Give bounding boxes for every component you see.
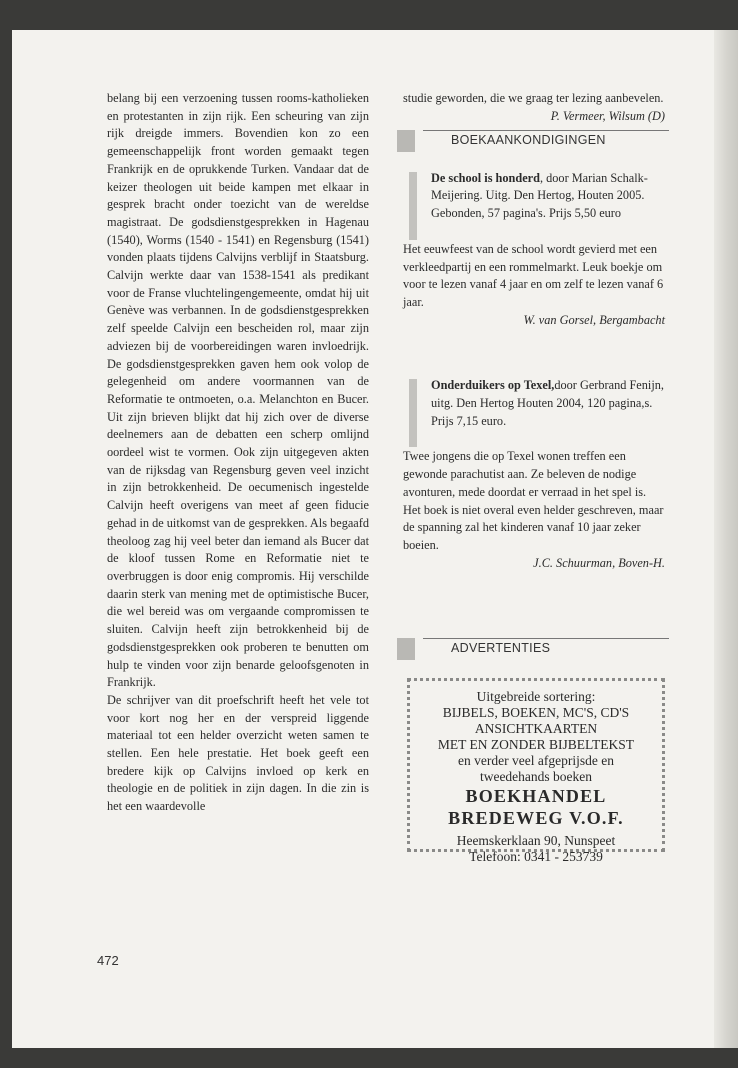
review-closing-paragraph <box>403 90 665 123</box>
section-header-book-announcements <box>403 130 665 152</box>
right-text-column <box>403 90 665 865</box>
ad-line: tweedehands boeken <box>479 769 593 785</box>
book-announcement-2 <box>403 377 665 430</box>
ad-address: Heemskerklaan 90, Nunspeet <box>456 833 616 849</box>
body-paragraph-2: De schrijver van dit proefschrift heeft het vele tot voor kort nog her en der verspreid liggende materiaal tot een helder overzicht weten samen te stellen. Een hele prestatie. Het boek geeft een bredere kijk op Calvijns invloed op kerk en theologie en de politiek in zijn dagen. In die zin is het een waardevolle <box>107 692 369 814</box>
section-header-advertisements <box>403 638 665 660</box>
review-closing-text: studie geworden, die we graag ter lezing aanbevelen. <box>403 91 664 105</box>
body-paragraph-1: belang bij een verzoening tussen rooms-katholieken en protestanten in zijn rijk. Een scheuring van zijn rijk dreigde immers. Bovendien kon zo een gemeenschappelijk front worden gemaakt tegen Frankrijk en de oprukkende Turken. Vandaar dat de keizer theologen uit beide kampen met elkaar in gesprek bracht onder toezicht van de wereldse magistraat. De godsdienstgesprekken in Hagenau (1540), Worms (1540 - 1541) en Regensburg (1541) vonden plaats tijdens Calvijns verblijf in Staatsburg. Calvijn werkte daar van 1538-1541 als predikant voor de Franse vluchtelingengemeente, omdat hij uit Genève was verbannen. In de godsdienstgesprekken zelf speelde Calvijn een bescheiden rol, maar zijn adviezen bij de voorbereidingen waren invloedrijk. De godsdienstgesprekken gaven hem ook volop de gelegenheid om andere voormannen van de Reformatie te ontmoeten, o.a. Melanchton en Bucer. Uit zijn brieven blijkt dat hij zich over de diverse deelnemers aan de debatten een scherp omlijnd oordeel wist te vormen. Ook zijn uitgegeven akten van de rijksdag van Regensburg geven veel inzicht in zijn betrokkenheid. De oecumenisch ingestelde Calvijn heeft overigens van meet af geen fiducie gehad in de uitkomst van de gesprekken. Als begaafd theoloog zag hij veel beter dan iemand als Bucer dat de kloof tussen Rome en Reformatie niet te overbruggen is door enig compromis. Hij verschilde daarin sterk van mening met de optimistische Bucer, die wel bereid was om vergaande compromissen te sluiten. Calvijn heeft zijn betrokkenheid bij de godsdienstgesprekken ook proberen te benutten om hulp te vinden voor zijn benarde geloofsgenoten in Frankrijk. <box>107 91 369 690</box>
book-details: door Gerbrand Fenijn, uitg. Den Hertog Houten 2004, 120 pagina,s. Prijs 7,15 euro. <box>431 378 664 428</box>
section-rule <box>423 130 669 131</box>
section-title: ADVERTENTIES <box>451 641 551 656</box>
section-marker-block <box>397 130 415 152</box>
book-spine-edge <box>714 30 738 1048</box>
section-title: BOEKAANKONDIGINGEN <box>451 132 606 147</box>
ad-line: en verder veel afgeprijsde en <box>458 753 614 769</box>
book-review-1-signature: W. van Gorsel, Bergambacht <box>523 312 665 327</box>
page-number: 472 <box>97 953 119 968</box>
book-review-2: Twee jongens die op Texel wonen treffen een gewonde parachutist aan. Ze beleven de nodige avonturen, mede doordat er verraad in het spel is. Het boek is niet overal even helder geschreven, maar de spanning zal het kinderen vanaf 10 jaar zeker boeien. <box>403 449 664 552</box>
ad-line: MET EN ZONDER BIJBELTEKST <box>437 737 635 753</box>
book-announcement-1 <box>403 170 665 223</box>
book-title: De school is honderd <box>431 170 540 185</box>
book-marker-bar <box>409 172 417 240</box>
book-review-2-signature: J.C. Schuurman, Boven-H. <box>533 555 665 570</box>
ad-shop-name: BOEKHANDEL <box>465 786 607 807</box>
left-text-column <box>107 90 369 816</box>
book-title: Onderduikers op Texel, <box>431 378 555 393</box>
book-details: , door Marian Schalk-Meijering. Uitg. Den Hertog, Houten 2005. Gebonden, 57 pagina's. Prijs 5,50 euro <box>431 170 648 221</box>
ad-line: Uitgebreide sortering: <box>476 689 596 705</box>
ad-line: ANSICHTKAARTEN <box>474 721 598 737</box>
spacer <box>403 329 665 377</box>
ad-line: BIJBELS, BOEKEN, MC'S, CD'S <box>442 705 630 721</box>
book-marker-bar <box>409 379 417 447</box>
review-signature: P. Vermeer, Wilsum (D) <box>550 108 665 123</box>
spacer <box>403 572 665 616</box>
book-review-1: Het eeuwfeest van de school wordt gevierd met een verkleedpartij en een rommelmarkt. Leuk boekje om voor te lezen vanaf 4 jaar en om zelf te lezen vanaf 6 jaar. <box>403 241 664 309</box>
bookshop-advertisement <box>407 678 665 865</box>
ad-shop-name-2: BREDEWEG V.O.F. <box>448 808 624 829</box>
section-marker-block <box>397 638 415 660</box>
section-rule <box>423 638 669 639</box>
ad-phone: Telefoon: 0341 - 253739 <box>469 849 603 865</box>
